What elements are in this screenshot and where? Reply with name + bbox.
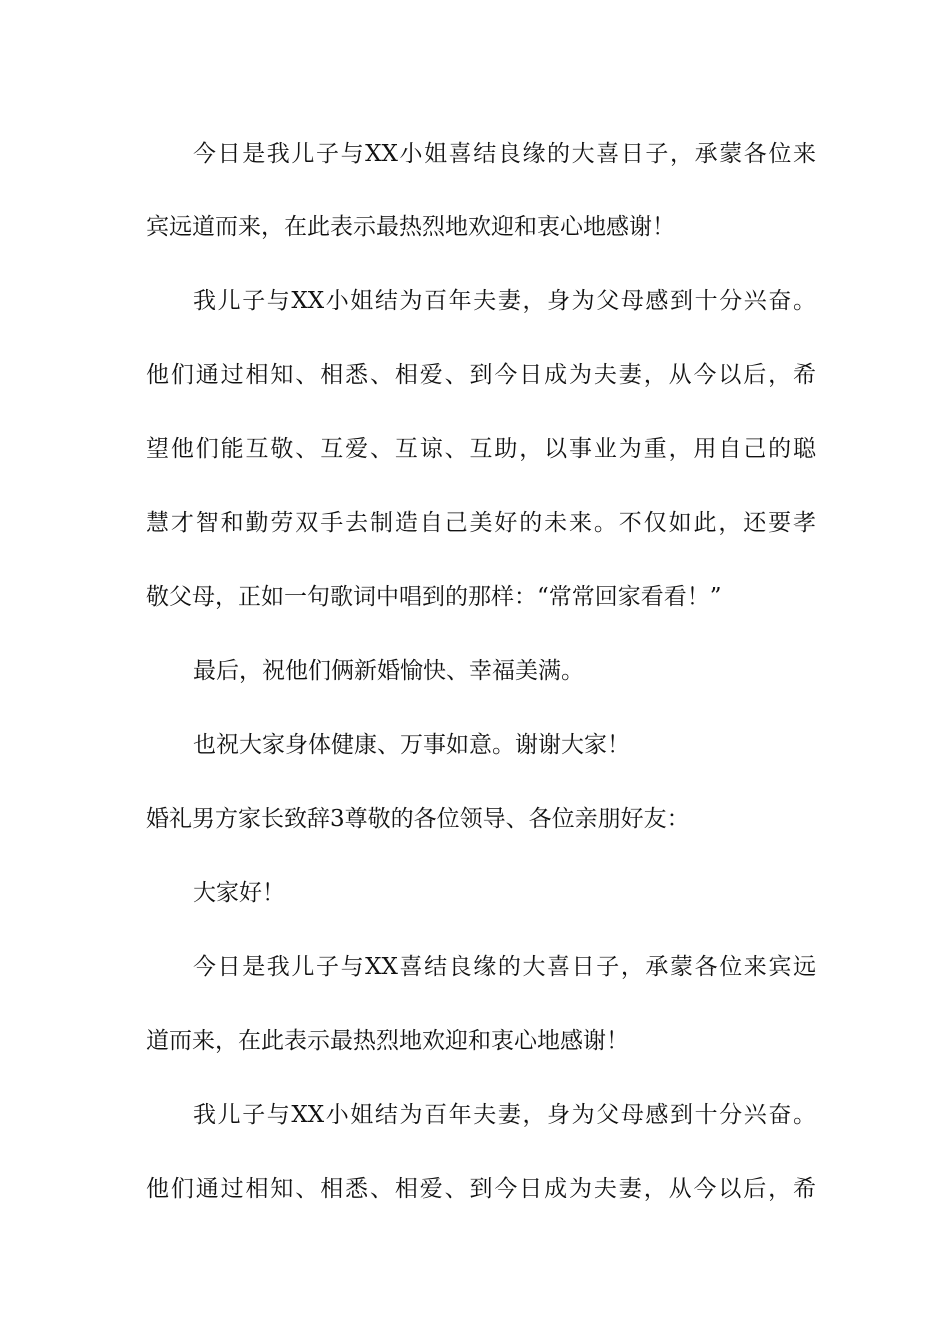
text-line: 望他们能互敬、互爱、互谅、互助，以事业为重，用自己的聪 [146, 436, 816, 462]
text-line: 今日是我儿子与XX喜结良缘的大喜日子，承蒙各位来宾远 [193, 954, 816, 980]
text-line: 大家好！ [193, 880, 285, 906]
text-line: 我儿子与XX小姐结为百年夫妻，身为父母感到十分兴奋。 [193, 1102, 816, 1128]
text-line: 我儿子与XX小姐结为百年夫妻，身为父母感到十分兴奋。 [193, 288, 816, 314]
text-line: 他们通过相知、相悉、相爱、到今日成为夫妻，从今以后，希 [146, 362, 816, 388]
text-line: 也祝大家身体健康、万事如意。谢谢大家！ [193, 732, 630, 758]
text-line: 他们通过相知、相悉、相爱、到今日成为夫妻，从今以后，希 [146, 1176, 816, 1202]
text-line: 宾远道而来，在此表示最热烈地欢迎和衷心地感谢！ [146, 214, 675, 240]
text-line: 最后，祝他们俩新婚愉快、幸福美满。 [193, 658, 584, 684]
text-line: 慧才智和勤劳双手去制造自己美好的未来。不仅如此，还要孝 [146, 510, 816, 536]
text-line: 敬父母，正如一句歌词中唱到的那样：“常常回家看看！” [146, 584, 722, 610]
text-line: 今日是我儿子与XX小姐喜结良缘的大喜日子，承蒙各位来 [193, 141, 816, 167]
text-line: 婚礼男方家长致辞3尊敬的各位领导、各位亲朋好友： [146, 806, 690, 832]
text-line: 道而来，在此表示最热烈地欢迎和衷心地感谢！ [146, 1028, 629, 1054]
